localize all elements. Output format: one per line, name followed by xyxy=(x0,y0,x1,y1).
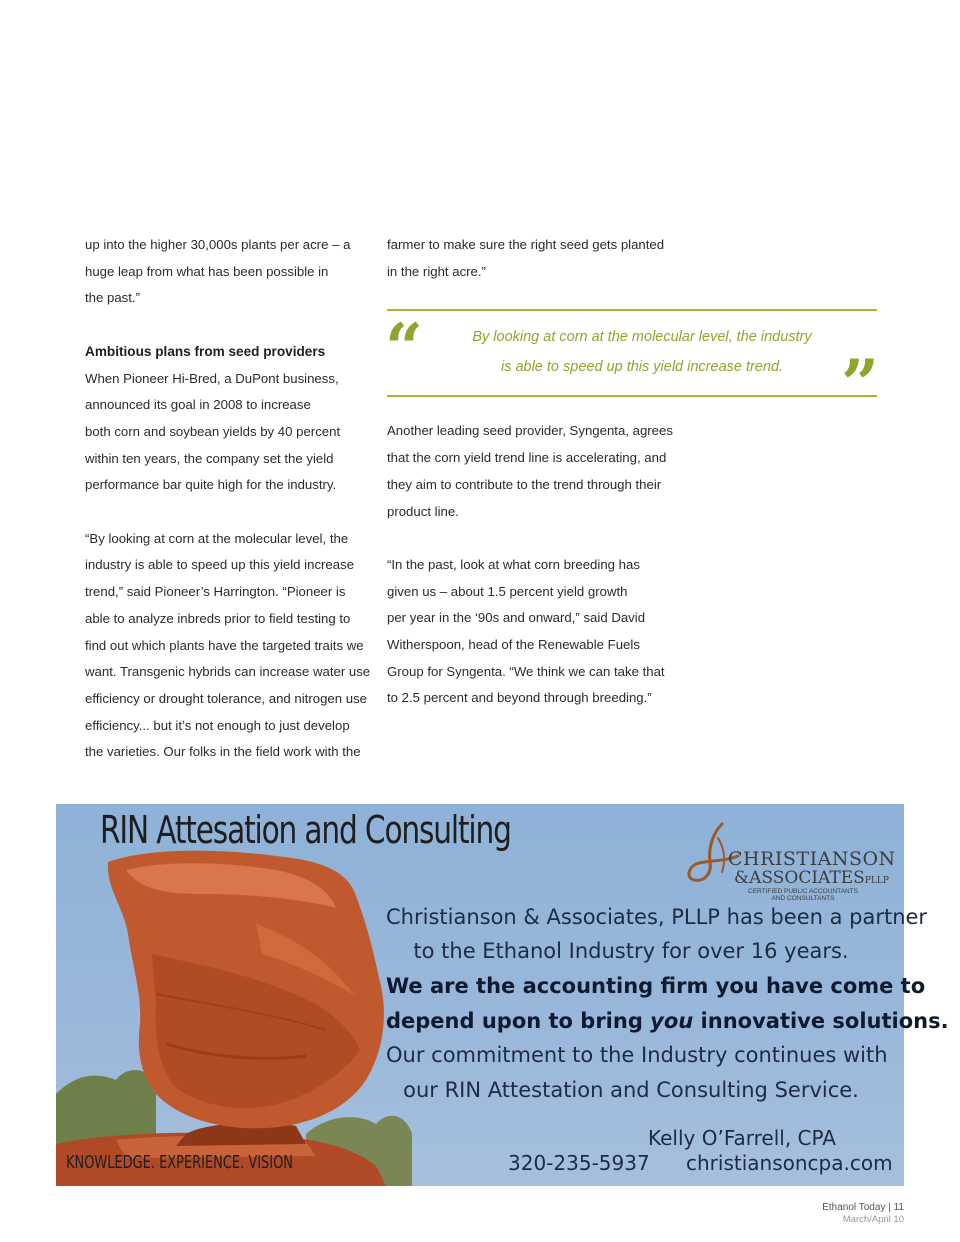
ad-line-5: Our commitment to the Industry continues with xyxy=(386,1043,888,1067)
left-p3-l2: industry is able to speed up this yield increase xyxy=(85,557,355,573)
right-p3-l3: per year in the ‘90s and onward,” said David xyxy=(387,610,646,626)
left-p2-l5: performance bar quite high for the industry. xyxy=(85,477,337,493)
page-footer xyxy=(822,1202,904,1226)
pull-quote xyxy=(385,309,879,423)
left-p3-l7: efficiency or drought tolerance, and nitrogen use xyxy=(85,690,368,706)
ad-title: RIN Attesation and Consulting xyxy=(100,808,511,852)
left-p3-l1: “By looking at corn at the molecular level, the xyxy=(85,530,349,546)
left-p1-l3: the past.” xyxy=(85,290,140,306)
left-p3-l9: the varieties. Our folks in the field work with the xyxy=(85,744,361,760)
left-p3-l5: find out which plants have the targeted traits we xyxy=(85,637,364,653)
left-p3-l6: want. Transgenic hybrids can increase water use xyxy=(85,664,371,680)
right-p3-l1: “In the past, look at what corn breeding has xyxy=(387,556,640,572)
christianson-logo[interactable] xyxy=(684,818,896,902)
right-p3-l4: Witherspoon, head of the Renewable Fuels xyxy=(387,637,640,653)
left-p2-l1: When Pioneer Hi-Bred, a DuPont business, xyxy=(85,370,339,386)
ad-tagline: KNOWLEDGE. EXPERIENCE. VISION xyxy=(66,1152,293,1173)
section-subheading: Ambitious plans from seed providers xyxy=(85,343,326,359)
ad-line-3: We are the accounting firm you have come to xyxy=(386,974,926,998)
contact-website-link[interactable]: christiansoncpa.com xyxy=(686,1151,893,1175)
right-p2-l2: that the corn yield trend line is accelerating, and xyxy=(387,450,667,466)
left-p2-l3: both corn and soybean yields by 40 percent xyxy=(85,423,341,439)
page-number: 11 xyxy=(893,1202,904,1213)
article-column-left xyxy=(85,232,375,766)
logo-subtitle: CERTIFIED PUBLIC ACCOUNTANTS AND CONSULTANTS xyxy=(748,888,858,902)
right-p1-l2: in the right acre.” xyxy=(387,263,486,279)
left-p2-l4: within ten years, the company set the yield xyxy=(85,450,334,466)
logo-name-line-1: CHRISTIANSON xyxy=(728,848,896,870)
contact-name: Kelly O’Farrell, CPA xyxy=(648,1126,836,1150)
open-quote-icon: “ xyxy=(385,309,423,387)
ad-line-6: our RIN Attestation and Consulting Service. xyxy=(403,1078,859,1102)
right-p2-l1: Another leading seed provider, Syngenta, agrees xyxy=(387,423,673,439)
right-p3-l6: to 2.5 percent and beyond through breeding.” xyxy=(387,690,652,706)
article-column-right xyxy=(387,232,677,712)
right-p1-l1: farmer to make sure the right seed gets planted xyxy=(387,237,665,252)
left-p3-l8: efficiency... but it’s not enough to just develop xyxy=(85,717,350,733)
advertisement[interactable] xyxy=(56,804,949,1186)
pull-quote-line-2: is able to speed up this yield increase trend. xyxy=(500,359,784,375)
right-p2-l4: product line. xyxy=(387,503,459,519)
left-p3-l4: able to analyze inbreds prior to field testing to xyxy=(85,610,351,626)
logo-suffix: PLLP xyxy=(864,876,889,886)
right-p2-l3: they aim to contribute to the trend through their xyxy=(387,476,662,492)
pull-quote-line-1: By looking at corn at the molecular level, the industry xyxy=(472,329,812,345)
ad-line-1: Christianson & Associates, PLLP has been a partner xyxy=(386,905,928,929)
close-quote-icon: ” xyxy=(841,345,879,423)
ad-line-4: depend upon to bring you innovative solutions. xyxy=(386,1009,949,1033)
left-p2-l2: announced its goal in 2008 to increase xyxy=(85,397,311,413)
footer-publication: Ethanol Today | 11 xyxy=(822,1202,904,1213)
right-p3-l2: given us – about 1.5 percent yield growth xyxy=(387,583,628,599)
left-p1-l1: up into the higher 30,000s plants per acre – a xyxy=(85,237,351,252)
footer-issue: March/April 10 xyxy=(842,1214,904,1225)
left-p1-l2: huge leap from what has been possible in xyxy=(85,263,329,279)
contact-phone[interactable]: 320-235-5937 xyxy=(508,1151,650,1175)
ad-line-2: to the Ethanol Industry for over 16 years. xyxy=(413,939,849,963)
left-p3-l3: trend,” said Pioneer’s Harrington. “Pioneer is xyxy=(85,584,346,600)
logo-name-line-2: &ASSOCIATESPLLP xyxy=(734,868,889,888)
right-p3-l5: Group for Syngenta. “We think we can take that xyxy=(387,663,665,679)
